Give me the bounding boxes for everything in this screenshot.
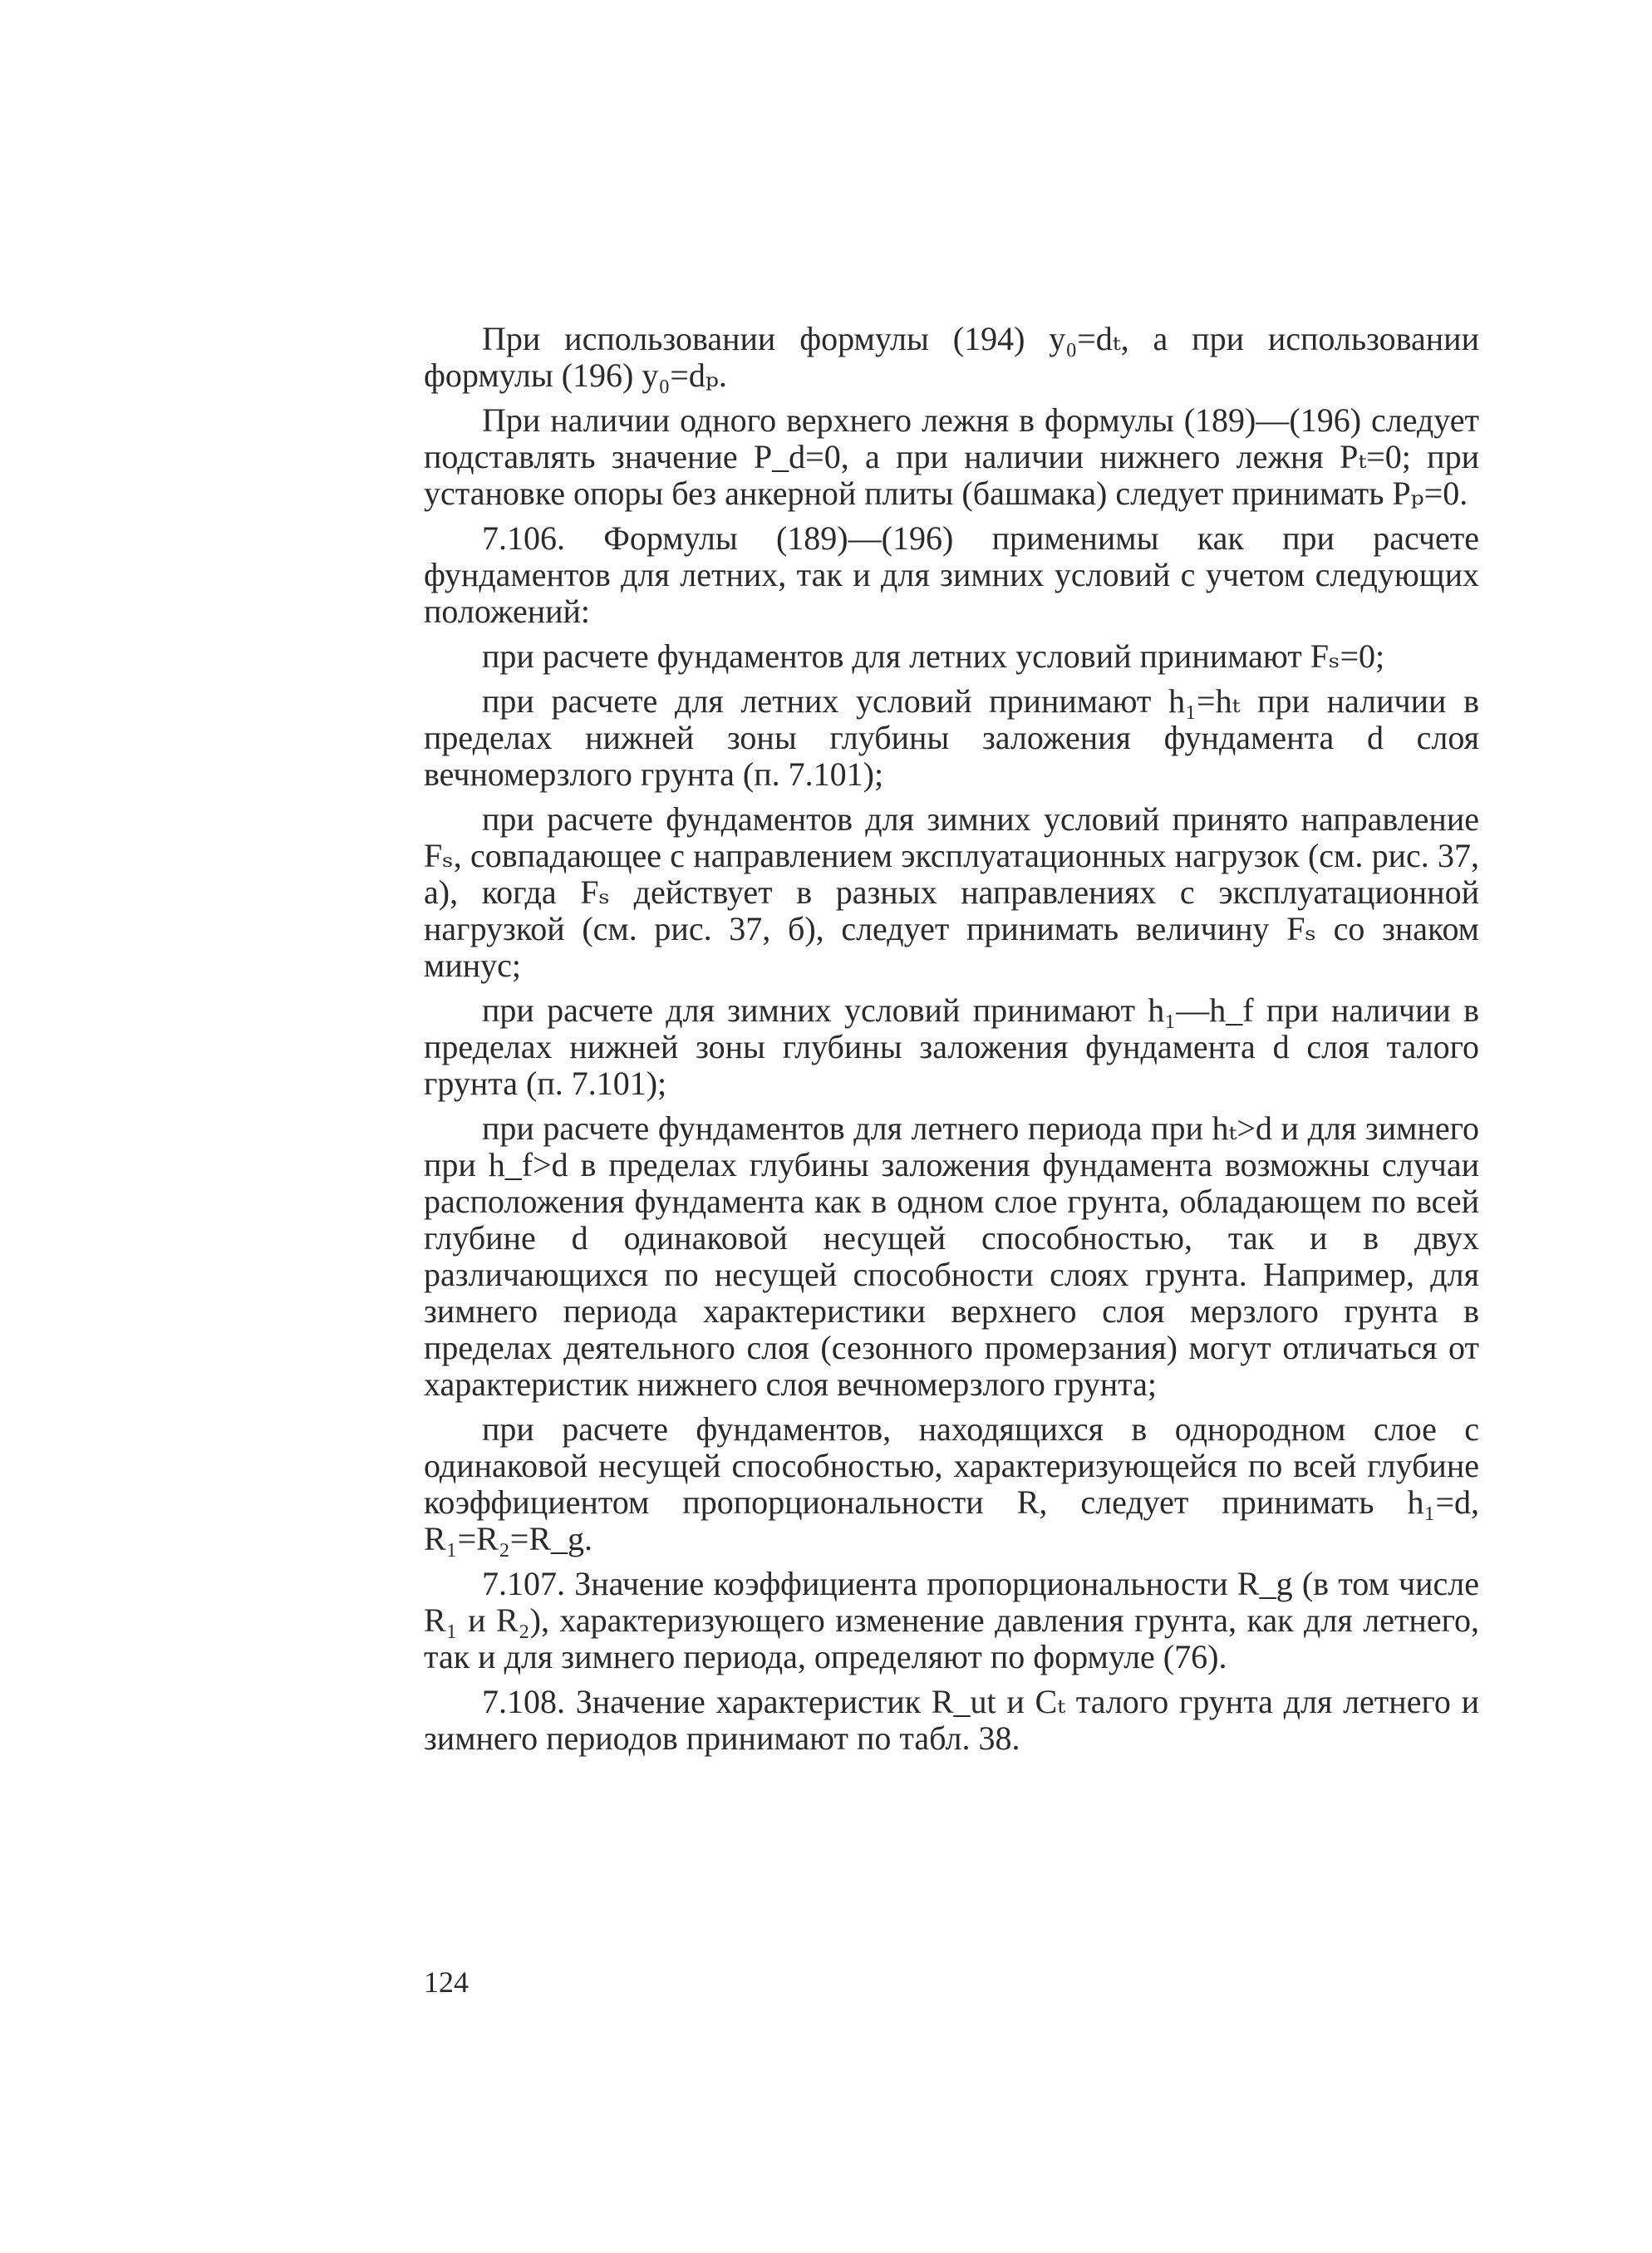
page-number: 124 xyxy=(424,1965,469,1999)
paragraph: при расчете фундаментов для летнего периода при hₜ>d и для зимнего при h_f>d в пределах глубины заложения фундамента возможны случаи расположения фундамента как в одном слое грунта, обладающем по всей глубине d одинаковой несущей способностью, так и в двух различающихся по несущей способности слоях грунта. Например, для зимнего периода характеристики верхнего слоя мерзлого грунта в пределах деятельного слоя (сезонного промерзания) могут отличаться от характеристик нижнего слоя вечномерзлого грунта; xyxy=(424,1109,1479,1403)
paragraph: 7.106. Формулы (189)—(196) применимы как при расчете фундаментов для летних, так и для зимних условий с учетом следующих положений: xyxy=(424,519,1479,630)
paragraph: при расчете фундаментов, находящихся в однородном слое с одинаковой несущей способностью, характеризующейся по всей глубине коэффициентом пропорциональности R, следует принимать h₁=d, R₁=R₂=R_g. xyxy=(424,1410,1479,1557)
paragraph: 7.108. Значение характеристик R_ut и Cₜ талого грунта для летнего и зимнего периодов принимают по табл. 38. xyxy=(424,1683,1479,1757)
paragraph: При использовании формулы (194) y₀=dₜ, а при использовании формулы (196) y₀=dₚ. xyxy=(424,320,1479,394)
paragraph: при расчете для зимних условий принимают h₁—h_f при наличии в пределах нижней зоны глубины заложения фундамента d слоя талого грунта (п. 7.101); xyxy=(424,991,1479,1102)
paragraph: При наличии одного верхнего лежня в формулы (189)—(196) следует подставлять значение P_d=0, а при наличии нижнего лежня Pₜ=0; при установке опоры без анкерной плиты (башмака) следует принимать Pₚ=0. xyxy=(424,401,1479,512)
paragraph: при расчете фундаментов для зимних условий принято направление Fₛ, совпадающее с направлением эксплуатационных нагрузок (см. рис. 37, а), когда Fₛ действует в разных направлениях с эксплуатационной нагрузкой (см. рис. 37, б), следует принимать величину Fₛ со знаком минус; xyxy=(424,800,1479,984)
paragraph: 7.107. Значение коэффициента пропорциональности R_g (в том числе R₁ и R₂), характеризующего изменение давления грунта, как для летнего, так и для зимнего периода, определяют по формуле (76). xyxy=(424,1565,1479,1675)
paragraph: при расчете фундаментов для летних условий принимают Fₛ=0; xyxy=(482,637,1385,675)
paragraph: при расчете для летних условий принимают h₁=hₜ при наличии в пределах нижней зоны глубины заложения фундамента d слоя вечномерзлого грунта (п. 7.101); xyxy=(424,682,1479,793)
body-text xyxy=(424,321,1479,1765)
